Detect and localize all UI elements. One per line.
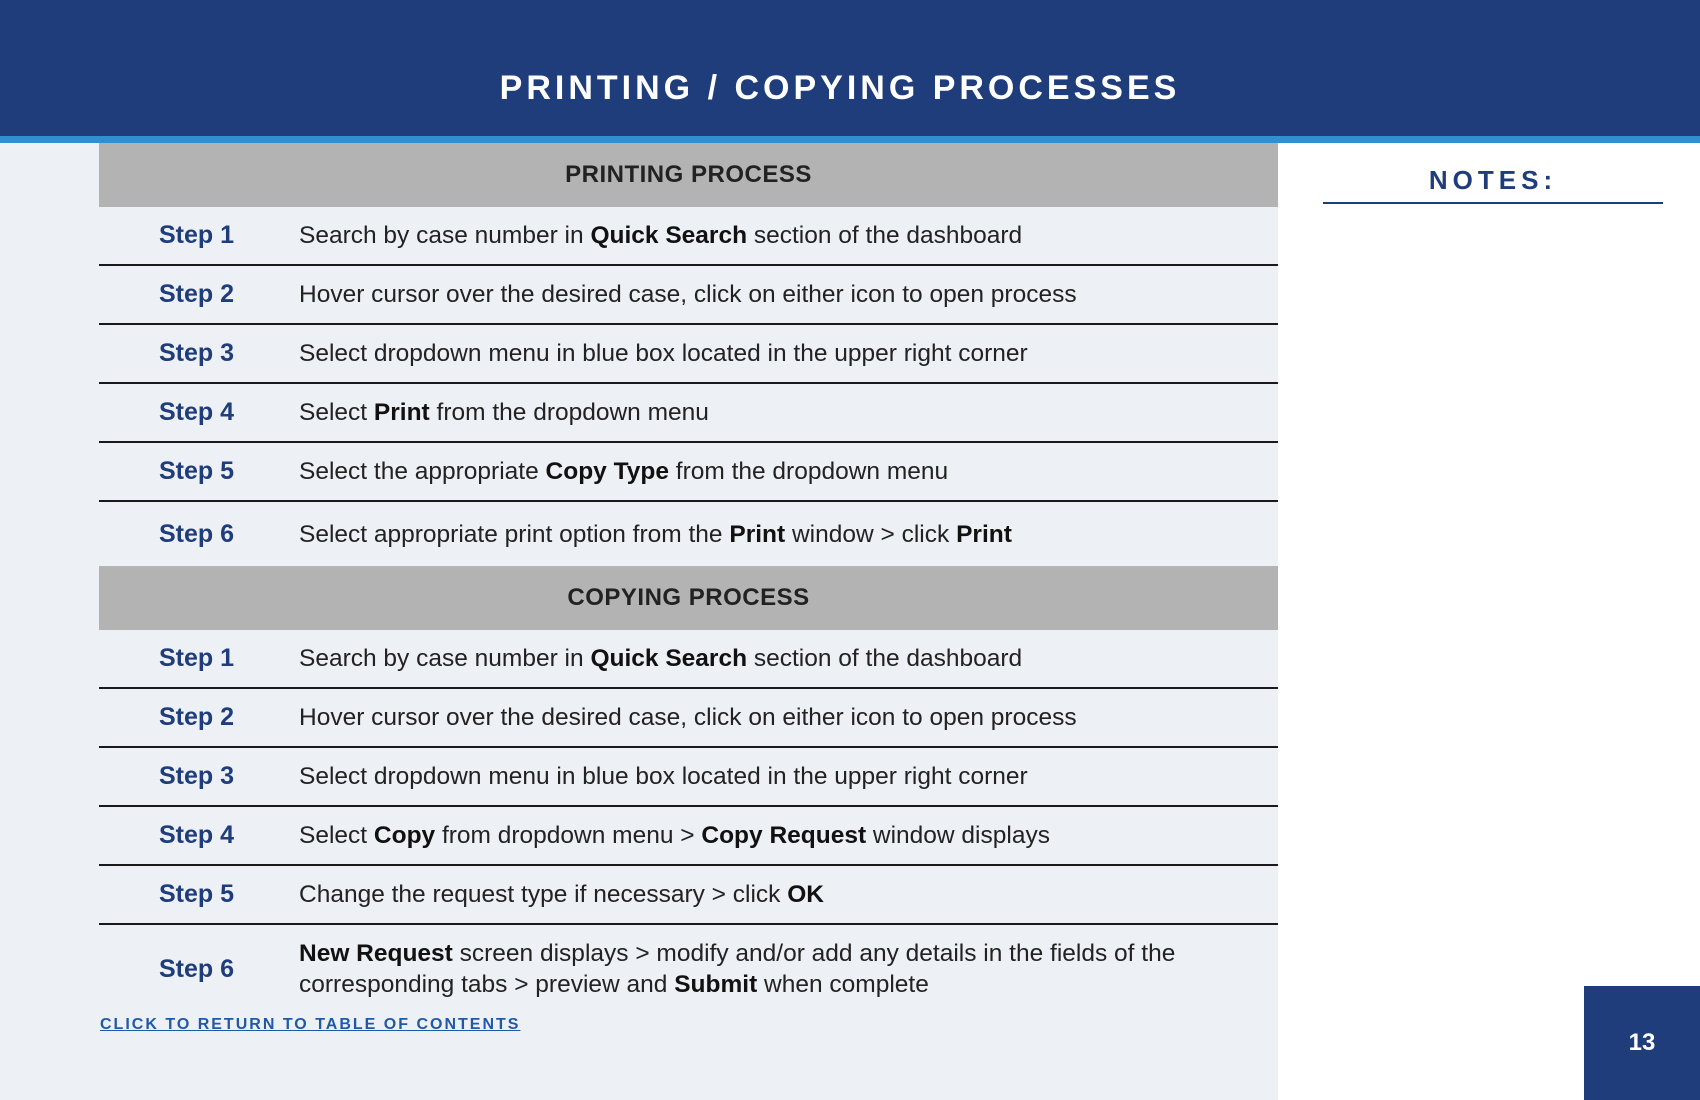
step-instruction <box>299 938 1278 1000</box>
step-text-segment: Select the appropriate <box>299 458 546 485</box>
step-label: Step 1 <box>159 644 235 672</box>
step-text-segment: window displays <box>866 822 1050 849</box>
step-label: Step 2 <box>159 280 235 308</box>
step-instruction <box>299 702 1278 733</box>
step-row <box>99 266 1278 325</box>
step-text-segment: Search by case number in <box>299 222 591 249</box>
step-text-segment: from the dropdown menu <box>668 458 949 485</box>
step-instruction <box>299 519 1278 550</box>
step-label: Step 5 <box>159 457 235 485</box>
notes-title: NOTES: <box>1428 165 1558 195</box>
step-instruction <box>299 456 1278 487</box>
step-row <box>99 866 1278 925</box>
step-instruction <box>299 397 1278 428</box>
step-row <box>99 630 1278 689</box>
step-keyword: Copy Request <box>701 822 867 849</box>
step-keyword: Copy <box>373 822 436 849</box>
section-header: COPYING PROCESS <box>99 566 1278 630</box>
step-label: Step 1 <box>159 221 235 249</box>
step-keyword: New Request <box>299 940 453 967</box>
step-row <box>99 807 1278 866</box>
step-row <box>99 502 1278 566</box>
step-instruction <box>299 338 1278 369</box>
step-text-segment: screen displays > modify and/or add any details in the fields of the corresponding tabs > preview and <box>299 940 1176 998</box>
step-text-segment: Select <box>299 822 374 849</box>
step-keyword: Print <box>373 399 430 426</box>
step-text-segment: from dropdown menu > <box>435 822 702 849</box>
step-label: Step 5 <box>159 880 235 908</box>
notes-panel <box>1278 143 1700 1100</box>
process-table <box>99 143 1278 1013</box>
step-instruction <box>299 220 1278 251</box>
step-keyword: Quick Search <box>590 645 748 672</box>
step-keyword: OK <box>787 881 824 908</box>
step-text-segment: Select dropdown menu in blue box located in the upper right corner <box>299 763 1028 790</box>
step-label: Step 4 <box>159 398 235 426</box>
step-keyword: Copy Type <box>545 458 669 485</box>
step-label: Step 4 <box>159 821 235 849</box>
step-keyword: Print <box>729 520 786 548</box>
step-text-segment: Select <box>299 399 374 426</box>
step-text-segment: from the dropdown menu <box>429 399 709 426</box>
step-text-segment: Hover cursor over the desired case, click on either icon to open process <box>299 281 1077 308</box>
step-row <box>99 325 1278 384</box>
step-label: Step 3 <box>159 339 235 367</box>
step-keyword: Print <box>956 520 1012 548</box>
page-title: PRINTING / COPYING PROCESSES <box>499 69 1181 107</box>
step-text-segment: Select appropriate print option from the <box>299 520 730 548</box>
step-keyword: Submit <box>674 971 758 998</box>
step-row <box>99 689 1278 748</box>
step-text-segment: when complete <box>757 971 929 998</box>
section-header: PRINTING PROCESS <box>99 143 1278 207</box>
step-label: Step 6 <box>159 519 235 548</box>
return-to-toc-link[interactable]: CLICK TO RETURN TO TABLE OF CONTENTS <box>100 1016 521 1033</box>
step-row <box>99 748 1278 807</box>
step-instruction <box>299 820 1278 851</box>
step-text-segment: section of the dashboard <box>747 645 1023 672</box>
step-label: Step 2 <box>159 703 235 731</box>
step-instruction <box>299 761 1278 792</box>
step-instruction <box>299 643 1278 674</box>
step-text-segment: section of the dashboard <box>747 222 1023 249</box>
step-instruction <box>299 279 1278 310</box>
step-text-segment: Search by case number in <box>299 645 591 672</box>
step-row <box>99 384 1278 443</box>
step-row <box>99 925 1278 1013</box>
step-instruction <box>299 879 1278 910</box>
step-text-segment: Change the request type if necessary > click <box>299 881 788 908</box>
header-accent-bar <box>0 136 1700 143</box>
step-text-segment: window > click <box>785 520 957 548</box>
step-label: Step 3 <box>159 762 235 790</box>
notes-rule <box>1323 202 1663 204</box>
step-row <box>99 207 1278 266</box>
step-row <box>99 443 1278 502</box>
step-label: Step 6 <box>159 954 235 983</box>
step-keyword: Quick Search <box>590 222 748 249</box>
step-text-segment: Hover cursor over the desired case, click on either icon to open process <box>299 704 1077 731</box>
page-number-badge: 13 <box>1584 986 1700 1100</box>
step-text-segment: Select dropdown menu in blue box located in the upper right corner <box>299 340 1028 367</box>
